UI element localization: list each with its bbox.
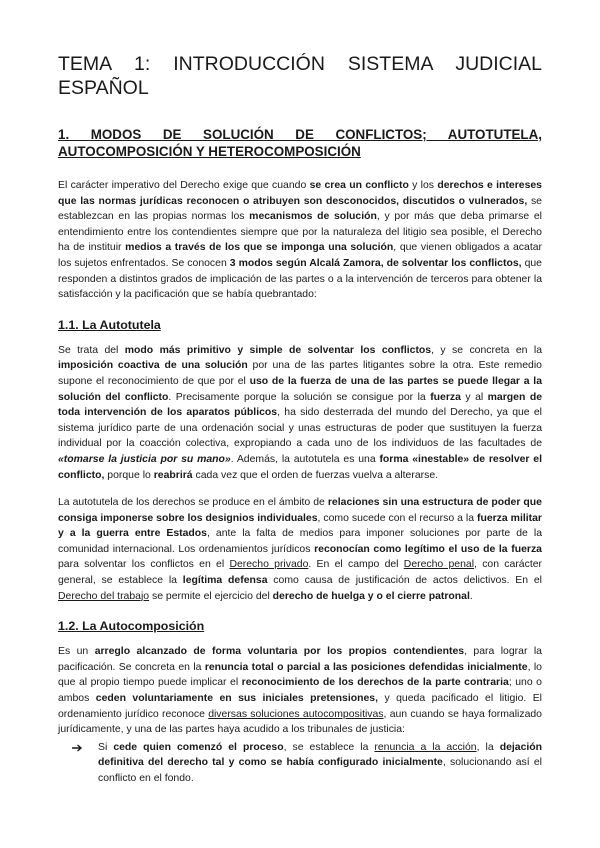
bold-text: cede quien comenzó el proceso <box>113 741 284 753</box>
section-1-1-paragraph-2 <box>58 495 542 604</box>
text-run: , para lograr la pacificación. Se concreta en la <box>58 646 542 673</box>
section-1-2-heading-text: 1.2. La Autocomposición <box>58 619 205 634</box>
text-run: , se establece la <box>283 741 375 753</box>
section-1-heading-line-2: AUTOCOMPOSICIÓN Y HETEROCOMPOSICIÓN <box>58 144 361 159</box>
text-run: y los <box>408 180 438 191</box>
text-run: , lo que al propio tiempo puede implicar el <box>58 661 542 689</box>
underlined-text: Derecho penal <box>403 559 475 571</box>
section-1-2-heading <box>58 618 542 634</box>
text-run: El carácter imperativo del Derecho exige que cuando <box>58 180 310 191</box>
bold-italic-text: «tomarse la justicia por su mano» <box>58 453 231 465</box>
text-run: , ante la falta de medios para imponer soluciones por parte de la comunidad internacional. Los ordenamientos jurídicos <box>58 528 542 555</box>
bullet-item <box>58 740 542 787</box>
text-run: porque lo <box>104 469 154 481</box>
title-line-2: ESPAÑOL <box>58 77 149 99</box>
bold-text: uso de la fuerza de una de las partes se puede llegar a la solución del conflicto <box>58 375 542 403</box>
text-run: , que vienen obligados a acatar los sujetos enfrentados. Se conocen <box>58 242 542 269</box>
bold-text: mecanismos de solución <box>249 211 377 223</box>
text-run: Se trata del <box>58 344 125 356</box>
text-run: , como sucede con el recurso a la <box>317 512 477 524</box>
text-run: . Además, la autotutela es una <box>230 453 380 465</box>
text-run: aun cuando se haya formalizado jurídicamente, y una de las partes haya acudido a los tribunales de justicia: <box>58 708 542 736</box>
text-run: para solventar los conflictos en el <box>58 559 230 571</box>
text-run: , la <box>476 741 500 753</box>
bold-text: imposición coactiva de una solución <box>58 360 248 372</box>
bold-text: derechos e intereses que las normas jurídicas reconocen o atribuyen son desconocidos, discutidos o vulnerados, <box>58 180 542 207</box>
section-1-heading <box>58 126 542 160</box>
arrow-bullet-icon <box>58 740 98 787</box>
text-run: Es un <box>58 646 95 658</box>
text-run: ; uno o ambos <box>58 677 542 705</box>
section-1-paragraph <box>58 178 542 303</box>
text-run: como causa de justificación de actos delictivos. En el <box>267 575 542 587</box>
text-run: , solucionando así el conflicto en el fondo. <box>98 757 542 784</box>
text-run: que responden a distintos grados de implicación de las partes o a la intervención de terceros para obtener la satisfacción y la pacificación que se había quebrantado: <box>58 257 542 301</box>
bold-text: legítima defensa <box>182 575 268 587</box>
bold-text: arreglo alcanzado de forma voluntaria por los propios contendientes <box>94 646 465 658</box>
section-1-heading-line-1: 1. MODOS DE SOLUCIÓN DE CONFLICTOS; AUTOTUTELA, <box>58 127 542 142</box>
bold-text: reconocían como legítimo el uso de la fuerza <box>314 543 542 555</box>
bold-text: modo más primitivo y simple de solventar los conflictos <box>124 344 432 356</box>
text-run: Si <box>98 741 114 753</box>
bold-text: margen de toda intervención de los aparatos públicos <box>58 391 542 419</box>
text-run: La autotutela de los derechos se produce en el ámbito de <box>58 497 328 509</box>
text-run: por una de las partes litigantes sobre la otra. Este remedio supone el reconocimiento de que por el <box>58 360 542 387</box>
text-run: . Precisamente porque la solución se consigue por la <box>168 391 431 403</box>
document-page <box>58 52 542 787</box>
bold-text: reabrirá <box>153 469 193 481</box>
bold-text: se crea un conflicto <box>309 180 409 191</box>
bold-text: ceden voluntariamente en sus iniciales pretensiones, <box>95 693 379 705</box>
bold-text: relaciones sin una estructura de poder que consiga imponerse sobre los designios individuales <box>58 497 542 524</box>
bold-text: 3 modos según Alcalá Zamora, de solventar los conflictos, <box>229 257 522 269</box>
bold-text: forma «inestable» de resolver el conflicto, <box>58 453 542 481</box>
underlined-text: Derecho privado <box>229 559 309 571</box>
bold-text: fuerza militar y a la guerra entre Estados <box>58 512 542 540</box>
underlined-text: diversas soluciones autocompositivas, <box>208 708 387 720</box>
text-run: . <box>469 590 473 602</box>
text-run: , y por más que deba primarse el entendimiento entre los contendientes siempre que por la naturaleza del litigio sea posible, el Derecho ha de instituir <box>58 211 542 254</box>
text-run: , ha sido desterrada del mundo del Derecho, ya que el sistema jurídico parte de una ordenación social y unas estructuras de poder que sustituyen la fuerza individual por la coacción colectiva, expropiando a cada uno de los individuos de las facultades de <box>58 407 542 450</box>
text-run: cada vez que el orden de fuerzas vuelva a alterarse. <box>192 469 439 481</box>
text-run: , y se concreta en la <box>431 344 542 356</box>
section-1-1-paragraph-1 <box>58 343 542 483</box>
text-run: se establezcan en las propias normas los <box>58 195 542 223</box>
document-title <box>58 52 542 100</box>
text-run: , con carácter general, se establece la <box>58 559 543 587</box>
bold-text: renuncia total o parcial a las posiciones defendidas inicialmente <box>204 661 528 673</box>
bold-text: medios a través de los que se imponga una solución <box>125 242 394 254</box>
text-run: . En el campo del <box>308 559 404 571</box>
bullet-text <box>98 740 542 787</box>
underlined-text: renuncia a la acción <box>374 741 477 753</box>
underlined-text: Derecho del trabajo <box>58 590 150 602</box>
section-1-2-paragraph-1 <box>58 644 542 738</box>
bold-text: derecho de huelga y o el cierre patronal <box>272 590 470 602</box>
text-run: y al <box>460 391 488 403</box>
bold-text: fuerza <box>430 391 461 403</box>
bold-text: reconocimiento de los derechos de la parte contraria <box>241 677 509 689</box>
title-line-1: TEMA 1: INTRODUCCIÓN SISTEMA JUDICIAL <box>58 53 542 75</box>
bold-text: dejación definitiva del derecho tal y como se había configurado inicialmente <box>98 741 543 769</box>
text-run: se permite el ejercicio del <box>149 590 273 602</box>
section-1-1-heading <box>58 317 542 333</box>
text-run: y queda pacificado el litigio. El ordenamiento jurídico reconoce <box>58 693 543 720</box>
section-1-1-heading-text: 1.1. La Autotutela <box>58 317 161 332</box>
